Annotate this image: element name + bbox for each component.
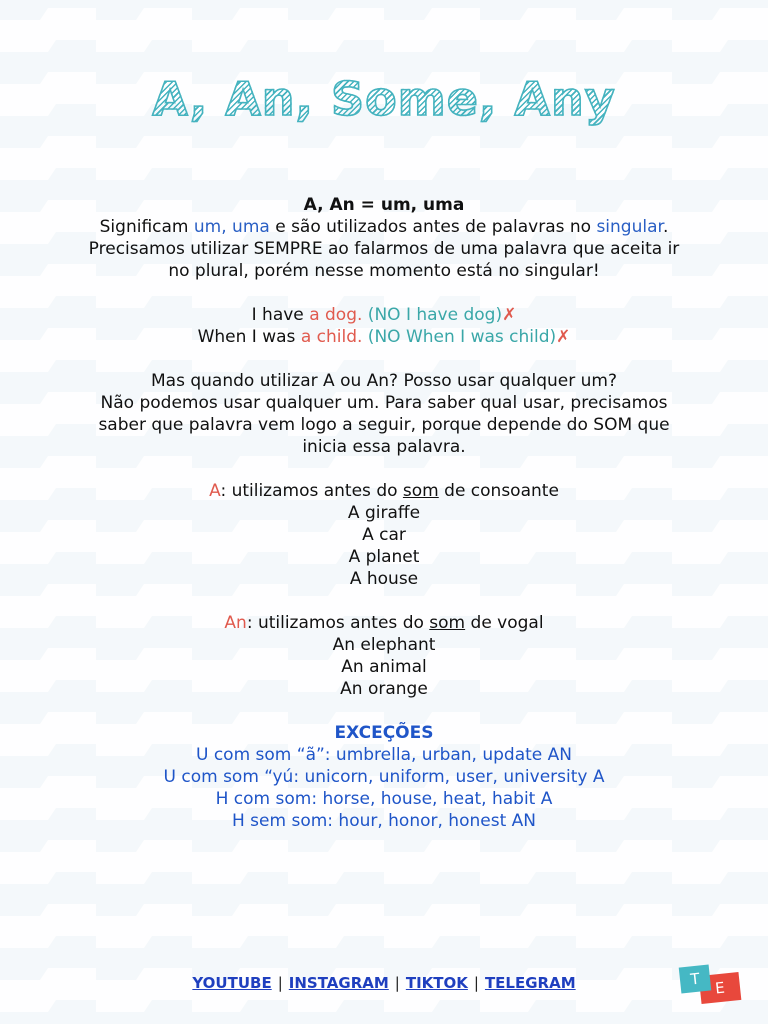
youtube-link[interactable]: YOUTUBE <box>192 974 272 992</box>
rule-a: A: utilizamos antes do som de consoante <box>209 481 559 501</box>
tiktok-link[interactable]: TIKTOK <box>405 974 468 992</box>
meaning-line: Significam um, uma e são utilizados antes de palavras no singular. <box>99 217 669 237</box>
cross-icon: ✗ <box>502 305 517 325</box>
separator: | <box>277 974 283 992</box>
cross-icon: ✗ <box>556 327 571 347</box>
social-links <box>0 974 768 992</box>
lesson-body <box>60 194 708 832</box>
separator: | <box>473 974 479 992</box>
exception-line: U com som “yú: unicorn, uniform, user, university A <box>163 767 605 787</box>
explanation-line-2: no plural, porém nesse momento está no singular! <box>168 261 600 281</box>
separator: | <box>394 974 400 992</box>
question-line: Mas quando utilizar A ou An? Posso usar qualquer um? <box>151 371 617 391</box>
logo-e: E <box>699 972 742 1004</box>
rule-an: An: utilizamos antes do som de vogal <box>224 613 544 633</box>
answer-line-3: inicia essa palavra. <box>302 437 466 457</box>
example-word: A planet <box>348 547 420 567</box>
answer-line-2: saber que palavra vem logo a seguir, porque depende do SOM que <box>98 415 670 435</box>
example-word: An orange <box>340 679 428 699</box>
example-word: An animal <box>341 657 427 677</box>
example-word: A giraffe <box>347 503 421 523</box>
explanation-line-1: Precisamos utilizar SEMPRE ao falarmos de uma palavra que aceita ir <box>88 239 680 259</box>
example-line: When I was a child. (NO When I was child)✗ <box>197 327 571 347</box>
answer-line-1: Não podemos usar qualquer um. Para saber qual usar, precisamos <box>100 393 668 413</box>
brand-logo <box>680 966 742 1006</box>
telegram-link[interactable]: TELEGRAM <box>484 974 576 992</box>
instagram-link[interactable]: INSTAGRAM <box>288 974 389 992</box>
exception-line: U com som “ã”: umbrella, urban, update AN <box>195 745 573 765</box>
exception-line: H com som: horse, house, heat, habit A <box>215 789 553 809</box>
example-line: I have a dog. (NO I have dog)✗ <box>251 305 517 325</box>
exceptions-heading: EXCEÇÕES <box>334 723 434 743</box>
page-title: A, An, Some, Any <box>0 72 768 126</box>
example-word: A car <box>362 525 406 545</box>
section-heading: A, An = um, uma <box>303 195 465 215</box>
example-word: A house <box>349 569 419 589</box>
exception-line: H sem som: hour, honor, honest AN <box>232 811 536 831</box>
logo-t: T <box>679 965 712 994</box>
example-word: An elephant <box>332 635 436 655</box>
